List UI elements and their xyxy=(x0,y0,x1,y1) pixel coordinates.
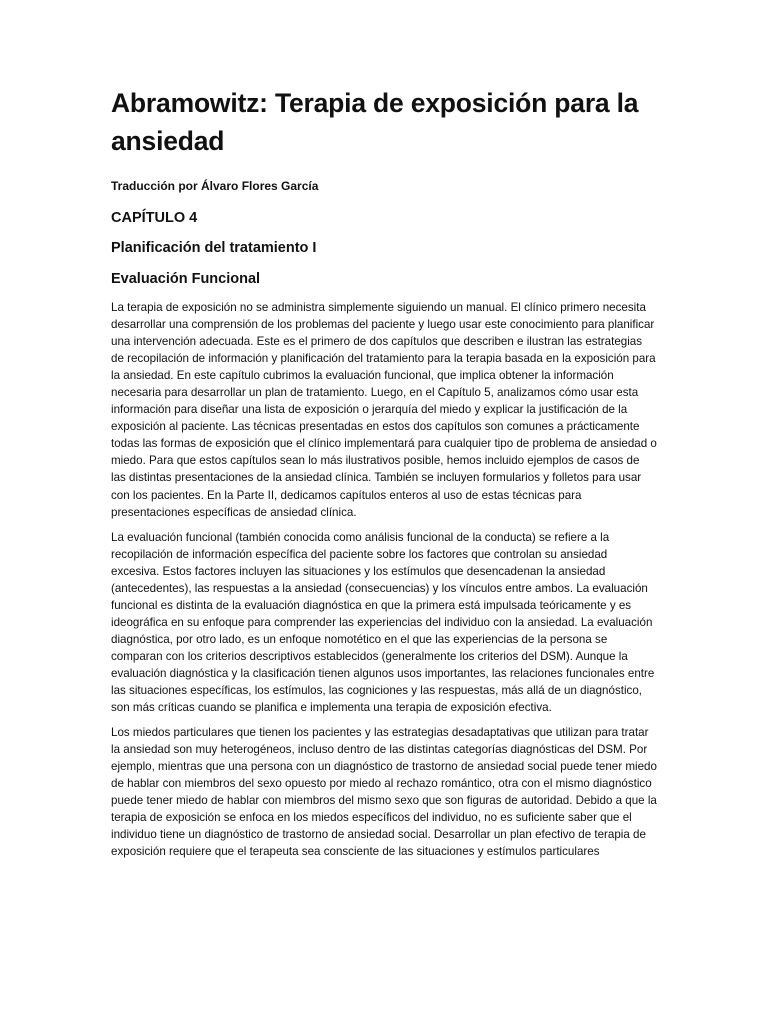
section-heading: Planificación del tratamiento I xyxy=(111,240,317,256)
chapter-heading: CAPÍTULO 4 xyxy=(111,210,198,226)
document-title: Abramowitz: Terapia de exposición para la ansiedad xyxy=(111,88,639,156)
paragraph-1: La terapia de exposición no se administra simplemente siguiendo un manual. El clínico primero necesita desarrollar una comprensión de los problemas del paciente y luego usar este conocimiento para planificar una intervención adecuada. Este es el primero de dos capítulos que describen e ilustran las estrategias de recopilación de información y planificación del tratamiento para la terapia basada en la exposición para la ansiedad. En este capítulo cubrimos la evaluación funcional, que implica obtener la información necesaria para desarrollar un plan de tratamiento. Luego, en el Capítulo 5, analizamos cómo usar esta información para diseñar una lista de exposición o jerarquía del miedo y explicar la justificación de la exposición al paciente. Las técnicas presentadas en estos dos capítulos son comunes a prácticamente todas las formas de exposición que el clínico implementará para cualquier tipo de problema de ansiedad o miedo. Para que estos capítulos sean lo más ilustrativos posible, hemos incluido ejemplos de casos de las distintas presentaciones de la ansiedad clínica. También se incluyen formularios y folletos para usar con los pacientes. En la Parte II, dedicamos capítulos enteros al uso de estas técnicas para presentaciones específicas de ansiedad clínica. xyxy=(111,301,657,519)
subsection-heading: Evaluación Funcional xyxy=(111,271,261,287)
paragraph-3: Los miedos particulares que tienen los pacientes y las estrategias desadaptativas que utilizan para tratar la ansiedad son muy heterogéneos, incluso dentro de las distintas categorías diagnósticas del DSM. Por ejemplo, mientras que una persona con un diagnóstico de trastorno de ansiedad social puede tener miedo de hablar con miembros del sexo opuesto por miedo al rechazo romántico, otra con el mismo diagnóstico puede tener miedo de hablar con miembros del mismo sexo que son figuras de autoridad. Debido a que la terapia de exposición se enfoca en los miedos específicos del individuo, no es suficiente saber que el individuo tiene un diagnóstico de trastorno de ansiedad social. Desarrollar un plan efectivo de terapia de exposición requiere que el terapeuta sea consciente de las situaciones y estímulos particulares xyxy=(111,726,657,859)
translator-credit: Traducción por Álvaro Flores García xyxy=(111,179,319,193)
paragraph-2: La evaluación funcional (también conocida como análisis funcional de la conducta) se refiere a la recopilación de información específica del paciente sobre los factores que controlan su ansiedad excesiva. Estos factores incluyen las situaciones y los estímulos que desencadenan la ansiedad (antecedentes), las respuestas a la ansiedad (consecuencias) y los vínculos entre ambos. La evaluación funcional es distinta de la evaluación diagnóstica en que la primera está impulsada teóricamente y es ideográfica en su enfoque para comprender las experiencias del individuo con la ansiedad. La evaluación diagnóstica, por otro lado, es un enfoque nomotético en el que las experiencias de la persona se comparan con los criterios descriptivos establecidos (generalmente los criterios del DSM). Aunque la evaluación diagnóstica y la clasificación tienen algunos usos importantes, las relaciones funcionales entre las situaciones específicas, los estímulos, las cogniciones y las respuestas, más allá de un diagnóstico, son más críticas cuando se planifica e implementa una terapia de exposición efectiva. xyxy=(111,530,655,715)
document-page xyxy=(111,84,657,861)
